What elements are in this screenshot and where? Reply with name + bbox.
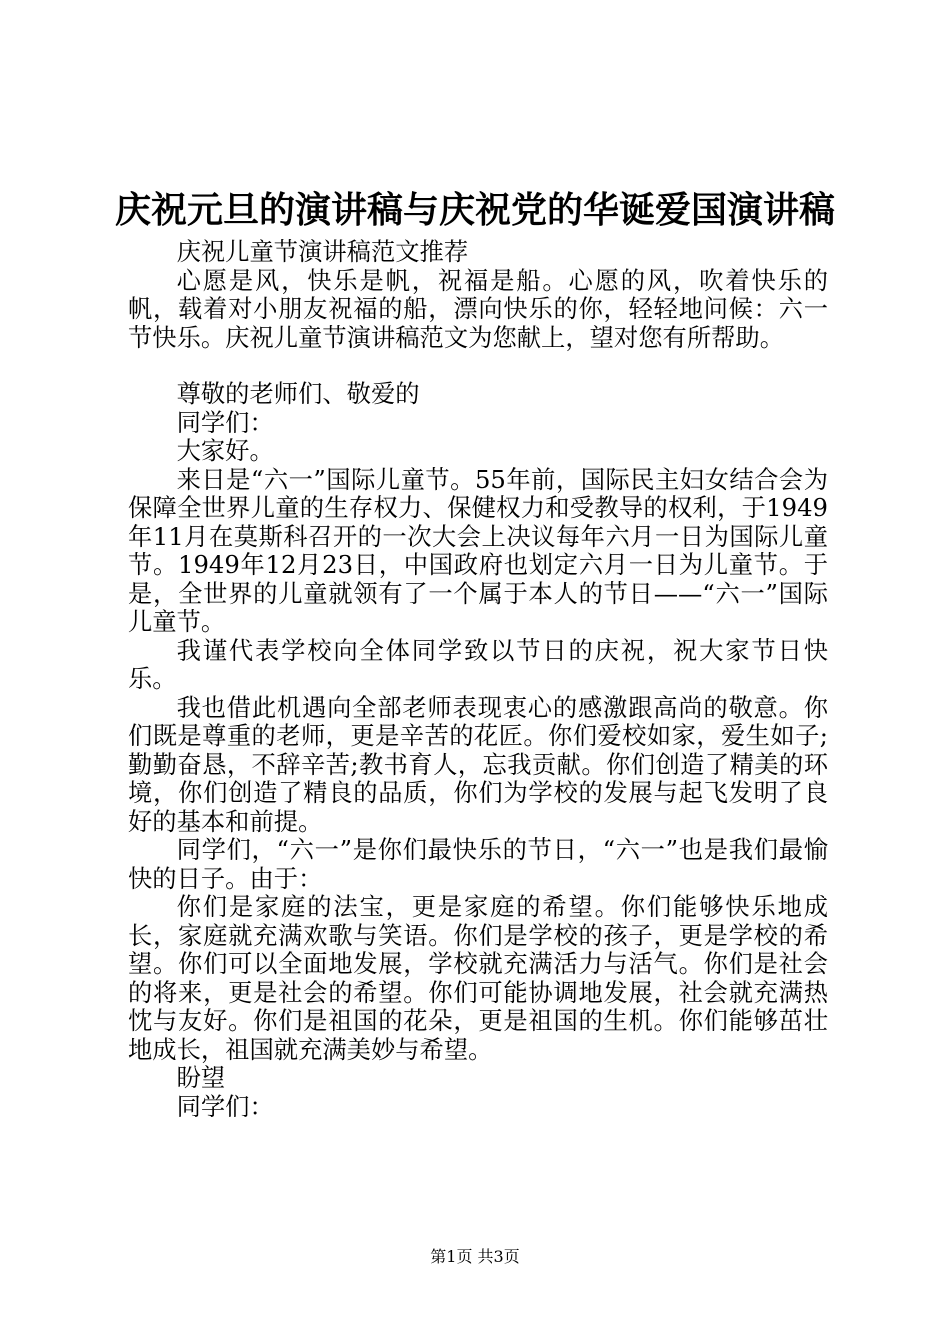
document-title: 庆祝元旦的演讲稿与庆祝党的华诞爱国演讲稿 <box>114 189 835 231</box>
paragraph-salutation-students: 同学们： <box>176 407 274 437</box>
paragraph-closing-students: 同学们： <box>176 1091 274 1121</box>
paragraph-expect: 盼望 <box>176 1063 226 1092</box>
page-footer: 第1页 共3页 <box>430 1247 520 1266</box>
paragraph-intro: 心愿是风，快乐是帆，祝福是船。心愿的风，吹着快乐的帆，载着对小朋友祝福的船，漂向快乐的你，轻轻地问候：六一节快乐。庆祝儿童节演讲稿范文为您献上，望对您有所帮助。 <box>128 265 828 352</box>
paragraph-gap <box>128 352 828 380</box>
paragraph-students: 同学们，“六一”是你们最快乐的节日，“六一”也是我们最愉快的日子。由于： <box>128 835 828 893</box>
paragraph-history: 来日是“六一”国际儿童节。55年前，国际民主妇女结合会为保障全世界儿童的生存权力、保健权力和受教导的权利，于1949年11月在莫斯科召开的一次大会上决议每年六月一日为国际儿童节。1949年12月23日，中国政府也划定六月一日为儿童节。于是，全世界的儿童就领有了一个属于本人的节日——“六一”国际儿童节。 <box>128 464 828 636</box>
paragraph-hope: 你们是家庭的法宝，更是家庭的希望。你们能够快乐地成长，家庭就充满欢歌与笑语。你们是学校的孩子，更是学校的希望。你们可以全面地发展，学校就充满活力与活气。你们是社会的将来，更是社会的希望。你们可能协调地发展，社会就充满热忱与友好。你们是祖国的花朵，更是祖国的生机。你们能够茁壮地成长，祖国就充满美妙与希望。 <box>128 892 828 1064</box>
paragraph-greeting: 大家好。 <box>176 436 274 465</box>
document-body <box>128 238 828 1121</box>
paragraph-subtitle: 庆祝儿童节演讲稿范文推荐 <box>176 237 469 266</box>
paragraph-salutation: 尊敬的老师们、敬爱的 <box>176 379 420 408</box>
paragraph-teachers: 我也借此机遇向全部老师表现衷心的感激跟高尚的敬意。你们既是尊重的老师，更是辛苦的花匠。你们爱校如家，爱生如子;勤勤奋恳，不辞辛苦;教书育人，忘我贡献。你们创造了精美的环境，你们创造了精良的品质，你们为学校的发展与起飞发明了良好的基本和前提。 <box>128 692 828 836</box>
paragraph-wishes: 我谨代表学校向全体同学致以节日的庆祝，祝大家节日快乐。 <box>128 635 828 693</box>
